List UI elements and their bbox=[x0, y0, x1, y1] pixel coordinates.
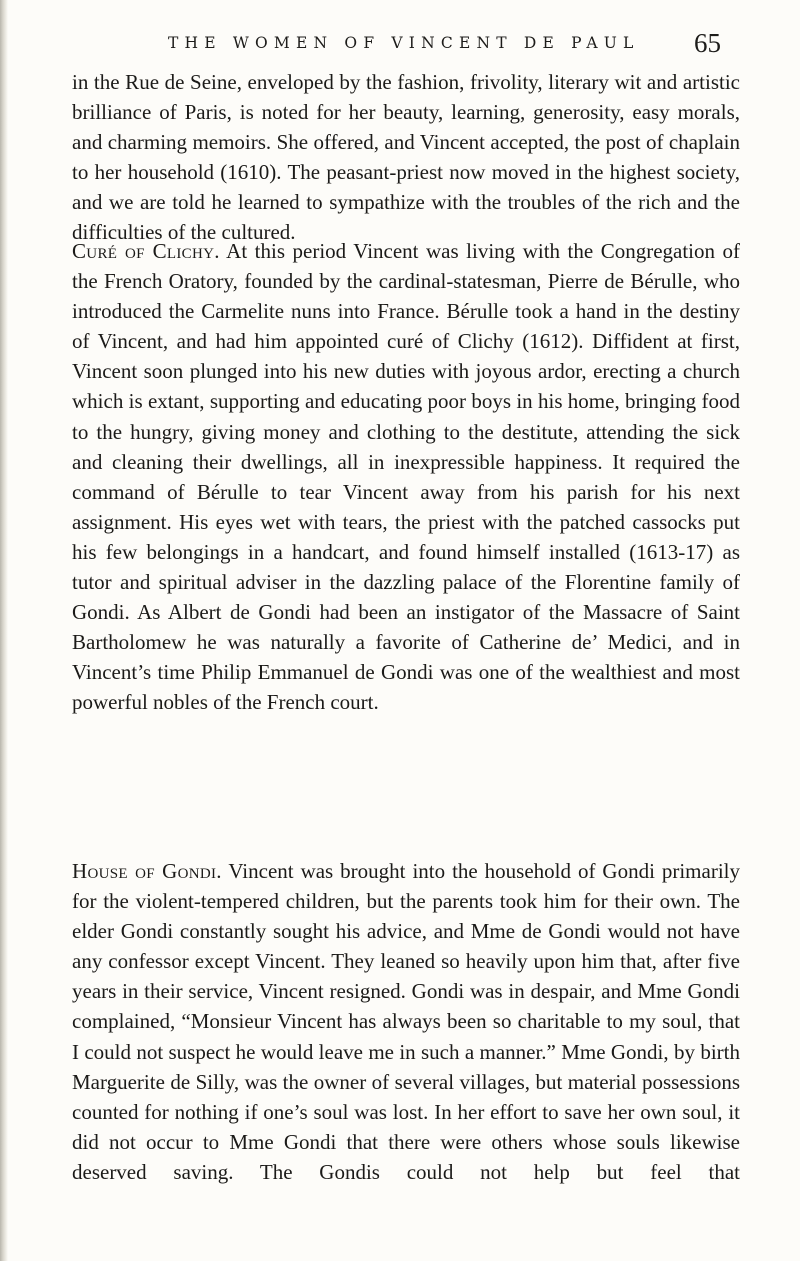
section-heading-house-of-gondi: House of Gondi. bbox=[72, 859, 222, 883]
section-heading-cure-of-clichy: Curé of Clichy. bbox=[72, 239, 220, 263]
paragraph-2-body: At this period Vincent was living with the Congregation of the French Oratory, founded by the cardinal-statesman, Pierre de Bérulle, who introduced the Carmelite nuns into France. Bérulle took a hand in the destiny of Vincent, and had him appointed curé of Clichy (1612). Diffident at first, Vincent soon plunged into his new duties with joyous ardor, erecting a church which is extant, supporting and educating poor boys in his home, bringing food to the hungry, giving money and clothing to the destitute, attending the sick and cleaning their dwellings, all in inexpressible happiness. It required the command of Bérulle to tear Vincent away from his parish for his next assignment. His eyes wet with tears, the priest with the patched cassocks put his few belongings in a handcart, and found himself installed (1613-17) as tutor and spiritual adviser in the dazzling palace of the Florentine family of Gondi. As Albert de Gondi had been an instigator of the Massacre of Saint Bartholomew he was naturally a favorite of Catherine de’ Medici, and in Vincent’s time Philip Emmanuel de Gondi was one of the wealthiest and most powerful nobles of the French court. bbox=[72, 239, 741, 715]
running-head: THE WOMEN OF VINCENT DE PAUL bbox=[168, 34, 640, 52]
paragraph-2 bbox=[72, 236, 740, 718]
page-gutter-shadow bbox=[0, 0, 8, 1261]
page-number: 65 bbox=[694, 28, 721, 58]
paragraph-3 bbox=[72, 856, 740, 1217]
paragraph-1-body: in the Rue de Seine, enveloped by the fashion, frivolity, literary wit and artistic brilliance of Paris, is noted for her beauty, learning, generosity, easy morals, and charming memoirs. She offered, and Vincent accepted, the post of chaplain to her household (1610). The peasant-priest now moved in the highest society, and we are told he learned to sympathize with the troubles of the rich and the difficulties of the cultured. bbox=[72, 70, 740, 245]
paragraph-3-body: Vincent was brought into the household of Gondi primarily for the violent-tempered children, but the parents took him for their own. The elder Gondi constantly sought his advice, and Mme de Gondi would not have any confessor except Vincent. They leaned so heavily upon him that, after five years in their service, Vincent resigned. Gondi was in despair, and Mme Gondi complained, “Monsieur Vincent has always been so charitable to my soul, that I could not suspect he would leave me in such a manner.” Mme Gondi, by birth Marguerite de Silly, was the owner of several villages, but material possessions counted for nothing if one’s soul was lost. In her effort to save her own soul, it did not occur to Mme Gondi that there were others whose souls likewise deserved saving. The Gondis could not help but feel that bbox=[72, 859, 740, 1184]
paragraph-1 bbox=[72, 67, 740, 248]
